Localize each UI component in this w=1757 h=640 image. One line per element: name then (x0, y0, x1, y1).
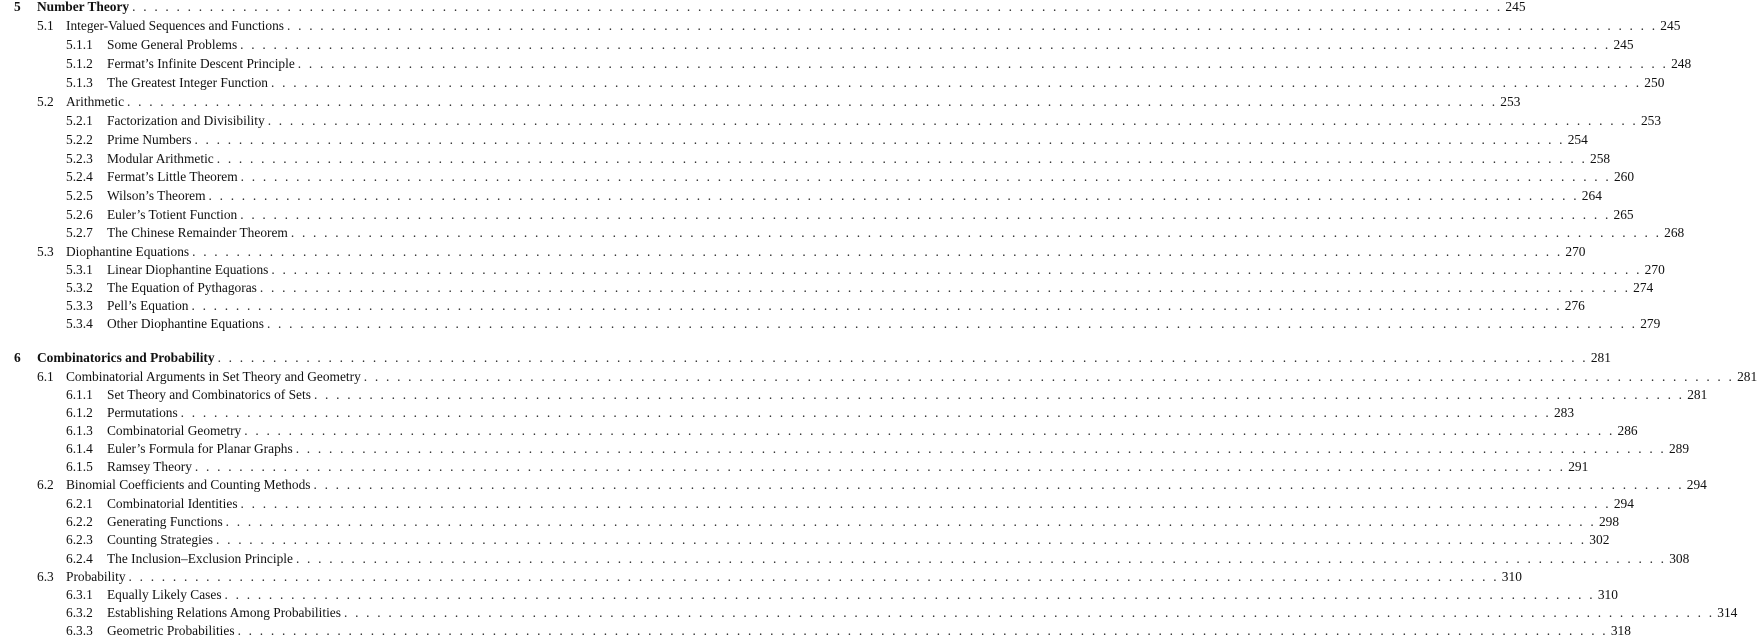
subsection-number: 6.2.4 (66, 551, 93, 566)
toc-section[interactable] (0, 476, 1707, 494)
subsection-title: The Inclusion–Exclusion Principle (107, 551, 293, 566)
subsection-title: Linear Diophantine Equations (107, 262, 269, 277)
subsection-title: Euler’s Totient Function (107, 207, 238, 222)
section-title: Arithmetic (66, 94, 125, 109)
page-number: 298 (1598, 514, 1620, 529)
dot-leader: . . . . . . . . . . . . . . . . . . . . . . . . . . . . . . . . . . . . . . . . . . . . . . . . . . . . . . . . . . . . . . . . . . . . . . . . . . . . . . . . . . . . . . . . . . . . . . . . . . . . . . . . . . . . . . . . . . . . . . . . . . . . (132, 0, 1503, 14)
toc-section[interactable] (0, 243, 1586, 261)
dot-leader: . . . . . . . . . . . . . . . . . . . . . . . . . . . . . . . . . . . . . . . . . . . . . . . . . . . . . . . . . . . . . . . . . . . . . . . . . . . . . . . . . . . . . . . . . . . . . . . . . . . . . . . . . . . . . . . . . . . . . . . . . . . . (266, 316, 1638, 331)
subsection-number: 5.2.2 (66, 132, 93, 147)
page-number: 254 (1567, 132, 1588, 147)
page-number: 260 (1613, 169, 1635, 184)
subsection-number: 5.2.4 (66, 169, 93, 184)
page-number: 314 (1717, 605, 1738, 620)
section-number: 5.2 (37, 94, 54, 109)
subsection-title: Combinatorial Geometry (107, 423, 242, 438)
dot-leader: . . . . . . . . . . . . . . . . . . . . . . . . . . . . . . . . . . . . . . . . . . . . . . . . . . . . . . . . . . . . . . . . . . . . . . . . . . . . . . . . . . . . . . . . . . . . . . . . . . . . . . . . . . . . . . . . . . . . . . . . . . . . (217, 350, 1588, 365)
page-number: 294 (1686, 477, 1707, 492)
page-number: 270 (1644, 262, 1665, 277)
subsection-number: 5.1.3 (66, 75, 93, 90)
subsection-number: 6.2.1 (66, 496, 93, 511)
page-number: 258 (1590, 151, 1611, 166)
dot-leader: . . . . . . . . . . . . . . . . . . . . . . . . . . . . . . . . . . . . . . . . . . . . . . . . . . . . . . . . . . . . . . . . . . . . . . . . . . . . . . . . . . . . . . . . . . . . . . . . . . . . . . . . . . . . . . . . . . . . . . . . . . . . (237, 623, 1608, 638)
subsection-number: 5.1.1 (66, 37, 93, 52)
dot-leader: . . . . . . . . . . . . . . . . . . . . . . . . . . . . . . . . . . . . . . . . . . . . . . . . . . . . . . . . . . . . . . . . . . . . . . . . . . . . . . . . . . . . . . . . . . . . . . . . . . . . . . . . . . . . . . . . . . . . . . . . . . . . (244, 423, 1615, 438)
page-number: 245 (1660, 18, 1681, 33)
subsection-title: The Chinese Remainder Theorem (107, 225, 288, 240)
page-number: 281 (1737, 369, 1757, 384)
page-number: 245 (1505, 0, 1526, 14)
page-number: 281 (1687, 387, 1708, 402)
subsection-title: Fermat’s Infinite Descent Principle (107, 56, 295, 71)
section-title: Integer-Valued Sequences and Functions (66, 18, 285, 33)
toc-subsection[interactable] (0, 112, 1662, 130)
page-number: 268 (1664, 225, 1685, 240)
toc-subsection[interactable] (0, 206, 1634, 224)
dot-leader: . . . . . . . . . . . . . . . . . . . . . . . . . . . . . . . . . . . . . . . . . . . . . . . . . . . . . . . . . . . . . . . . . . . . . . . . . . . . . . . . . . . . . . . . . . . . . . . . . . . . . . . . . . . . . . . . . . . . . . . . . . . . (192, 244, 1563, 259)
subsection-title: Modular Arithmetic (107, 151, 214, 166)
dot-leader: . . . . . . . . . . . . . . . . . . . . . . . . . . . . . . . . . . . . . . . . . . . . . . . . . . . . . . . . . . . . . . . . . . . . . . . . . . . . . . . . . . . . . . . . . . . . . . . . . . . . . . . . . . . . . . . . . . . . . . . . . . . . (224, 587, 1595, 602)
section-number: 6.3 (37, 569, 54, 584)
subsection-number: 5.3.2 (66, 280, 93, 295)
toc-subsection[interactable] (0, 55, 1692, 73)
chapter-title: Combinatorics and Probability (37, 350, 215, 365)
section-title: Probability (66, 569, 126, 584)
dot-leader: . . . . . . . . . . . . . . . . . . . . . . . . . . . . . . . . . . . . . . . . . . . . . . . . . . . . . . . . . . . . . . . . . . . . . . . . . . . . . . . . . . . . . . . . . . . . . . . . . . . . . . . . . . . . . . . . . . . . . . . . . . . . (127, 94, 1498, 109)
toc-subsection[interactable] (0, 261, 1665, 279)
toc-section[interactable] (0, 93, 1521, 111)
toc-subsection[interactable] (0, 150, 1611, 168)
dot-leader: . . . . . . . . . . . . . . . . . . . . . . . . . . . . . . . . . . . . . . . . . . . . . . . . . . . . . . . . . . . . . . . . . . . . . . . . . . . . . . . . . . . . . . . . . . . . . . . . . . . . . . . . . . . . . . . . . . . . . . . . . . . . (216, 151, 1588, 166)
subsection-number: 6.1.2 (66, 405, 93, 420)
page-number: 265 (1613, 207, 1634, 222)
toc-subsection[interactable] (0, 495, 1634, 513)
toc-subsection[interactable] (0, 297, 1585, 315)
dot-leader: . . . . . . . . . . . . . . . . . . . . . . . . . . . . . . . . . . . . . . . . . . . . . . . . . . . . . . . . . . . . . . . . . . . . . . . . . . . . . . . . . . . . . . . . . . . . . . . . . . . . . . . . . . . . . . . . . . . . . . . . . . . . (290, 225, 1662, 240)
subsection-title: Factorization and Divisibility (107, 113, 265, 128)
page-number: 310 (1597, 587, 1618, 602)
subsection-title: Ramsey Theory (107, 459, 192, 474)
toc-chapter[interactable] (0, 349, 1611, 367)
subsection-title: Geometric Probabilities (107, 623, 235, 638)
toc-subsection[interactable] (0, 187, 1602, 205)
subsection-title: Pell’s Equation (107, 298, 189, 313)
toc-subsection[interactable] (0, 404, 1575, 422)
dot-leader: . . . . . . . . . . . . . . . . . . . . . . . . . . . . . . . . . . . . . . . . . . . . . . . . . . . . . . . . . . . . . . . . . . . . . . . . . . . . . . . . . . . . . . . . . . . . . . . . . . . . . . . . . . . . . . . . . . . . . . . . . . . . (271, 75, 1642, 90)
toc-subsection[interactable] (0, 513, 1620, 531)
page-number: 276 (1564, 298, 1585, 313)
subsection-title: Counting Strategies (107, 532, 214, 547)
section-title: Combinatorial Arguments in Set Theory and Geometry (66, 369, 361, 384)
chapter-number: 6 (14, 350, 21, 365)
toc-subsection[interactable] (0, 586, 1618, 604)
subsection-number: 5.3.3 (66, 298, 93, 313)
toc-subsection[interactable] (0, 550, 1690, 568)
page-number: 253 (1640, 113, 1662, 128)
page-number: 274 (1633, 280, 1654, 295)
page-number: 283 (1553, 405, 1575, 420)
page-number: 291 (1568, 459, 1589, 474)
page-number: 302 (1589, 532, 1610, 547)
toc-subsection[interactable] (0, 279, 1654, 297)
page-number: 264 (1581, 188, 1602, 203)
dot-leader: . . . . . . . . . . . . . . . . . . . . . . . . . . . . . . . . . . . . . . . . . . . . . . . . . . . . . . . . . . . . . . . . . . . . . . . . . . . . . . . . . . . . . . . . . . . . . . . . . . . . . . . . . . . . . . . . . . . . . . . . . . . . (259, 280, 1631, 295)
subsection-number: 5.3.1 (66, 262, 93, 277)
subsection-title: Set Theory and Combinatorics of Sets (107, 387, 311, 402)
toc-subsection[interactable] (0, 622, 1631, 640)
page-number: 253 (1500, 94, 1521, 109)
subsection-title: Permutations (107, 405, 178, 420)
section-title: Diophantine Equations (66, 244, 190, 259)
dot-leader: . . . . . . . . . . . . . . . . . . . . . . . . . . . . . . . . . . . . . . . . . . . . . . . . . . . . . . . . . . . . . . . . . . . . . . . . . . . . . . . . . . . . . . . . . . . . . . . . . . . . . . . . . . . . . . . . . . . . . . . . . . . . (295, 441, 1666, 456)
subsection-title: Establishing Relations Among Probabilities (107, 605, 341, 620)
dot-leader: . . . . . . . . . . . . . . . . . . . . . . . . . . . . . . . . . . . . . . . . . . . . . . . . . . . . . . . . . . . . . . . . . . . . . . . . . . . . . . . . . . . . . . . . . . . . . . . . . . . . . . . . . . . . . . . . . . . . . . . . . . . . (271, 262, 1642, 277)
toc-subsection[interactable] (0, 224, 1685, 242)
dot-leader: . . . . . . . . . . . . . . . . . . . . . . . . . . . . . . . . . . . . . . . . . . . . . . . . . . . . . . . . . . . . . . . . . . . . . . . . . . . . . . . . . . . . . . . . . . . . . . . . . . . . . . . . . . . . . . . . . . . . . . . . . . . . (267, 113, 1638, 128)
dot-leader: . . . . . . . . . . . . . . . . . . . . . . . . . . . . . . . . . . . . . . . . . . . . . . . . . . . . . . . . . . . . . . . . . . . . . . . . . . . . . . . . . . . . . . . . . . . . . . . . . . . . . . . . . . . . . . . . . . . . . . . . . . . . (343, 605, 1715, 620)
dot-leader: . . . . . . . . . . . . . . . . . . . . . . . . . . . . . . . . . . . . . . . . . . . . . . . . . . . . . . . . . . . . . . . . . . . . . . . . . . . . . . . . . . . . . . . . . . . . . . . . . . . . . . . . . . . . . . . . . . . . . . . . . . . . (313, 477, 1684, 492)
toc-subsection[interactable] (0, 315, 1661, 333)
toc-subsection[interactable] (0, 168, 1635, 186)
page-number: 294 (1613, 496, 1634, 511)
toc-subsection[interactable] (0, 458, 1589, 476)
toc-subsection[interactable] (0, 604, 1738, 622)
subsection-number: 5.1.2 (66, 56, 93, 71)
page-number: 318 (1610, 623, 1631, 638)
dot-leader: . . . . . . . . . . . . . . . . . . . . . . . . . . . . . . . . . . . . . . . . . . . . . . . . . . . . . . . . . . . . . . . . . . . . . . . . . . . . . . . . . . . . . . . . . . . . . . . . . . . . . . . . . . . . . . . . . . . . . . . . . . . . (208, 188, 1579, 203)
subsection-title: The Greatest Integer Function (107, 75, 269, 90)
subsection-title: Generating Functions (107, 514, 223, 529)
subsection-number: 5.3.4 (66, 316, 93, 331)
dot-leader: . . . . . . . . . . . . . . . . . . . . . . . . . . . . . . . . . . . . . . . . . . . . . . . . . . . . . . . . . . . . . . . . . . . . . . . . . . . . . . . . . . . . . . . . . . . . . . . . . . . . . . . . . . . . . . . . . . . . . . . . . . . . (240, 496, 1611, 511)
toc-subsection[interactable] (0, 386, 1708, 404)
dot-leader: . . . . . . . . . . . . . . . . . . . . . . . . . . . . . . . . . . . . . . . . . . . . . . . . . . . . . . . . . . . . . . . . . . . . . . . . . . . . . . . . . . . . . . . . . . . . . . . . . . . . . . . . . . . . . . . . . . . . . . . . . . . . (216, 532, 1587, 547)
page-number: 279 (1640, 316, 1661, 331)
subsection-number: 5.2.3 (66, 151, 93, 166)
dot-leader: . . . . . . . . . . . . . . . . . . . . . . . . . . . . . . . . . . . . . . . . . . . . . . . . . . . . . . . . . . . . . . . . . . . . . . . . . . . . . . . . . . . . . . . . . . . . . . . . . . . . . . . . . . . . . . . . . . . . . . . . . . . . (240, 37, 1611, 52)
subsection-number: 5.2.6 (66, 207, 93, 222)
dot-leader: . . . . . . . . . . . . . . . . . . . . . . . . . . . . . . . . . . . . . . . . . . . . . . . . . . . . . . . . . . . . . . . . . . . . . . . . . . . . . . . . . . . . . . . . . . . . . . . . . . . . . . . . . . . . . . . . . . . . . . . . . . . . (191, 298, 1562, 313)
subsection-title: Fermat’s Little Theorem (107, 169, 238, 184)
subsection-title: The Equation of Pythagoras (107, 280, 257, 295)
page-number: 245 (1613, 37, 1634, 52)
toc-subsection[interactable] (0, 74, 1665, 92)
page-number: 248 (1671, 56, 1692, 71)
dot-leader: . . . . . . . . . . . . . . . . . . . . . . . . . . . . . . . . . . . . . . . . . . . . . . . . . . . . . . . . . . . . . . . . . . . . . . . . . . . . . . . . . . . . . . . . . . . . . . . . . . . . . . . . . . . . . . . . . . . . . . . . . . . . (363, 369, 1735, 384)
page-number: 250 (1644, 75, 1665, 90)
toc-section[interactable] (0, 17, 1681, 35)
subsection-title: Euler’s Formula for Planar Graphs (107, 441, 293, 456)
subsection-title: Combinatorial Identities (107, 496, 238, 511)
page-number: 289 (1668, 441, 1690, 456)
subsection-number: 6.3.2 (66, 605, 93, 620)
subsection-number: 6.3.3 (66, 623, 93, 638)
toc-subsection[interactable] (0, 131, 1588, 149)
subsection-title: Some General Problems (107, 37, 238, 52)
dot-leader: . . . . . . . . . . . . . . . . . . . . . . . . . . . . . . . . . . . . . . . . . . . . . . . . . . . . . . . . . . . . . . . . . . . . . . . . . . . . . . . . . . . . . . . . . . . . . . . . . . . . . . . . . . . . . . . . . . . . . . . . . . . . (313, 387, 1685, 402)
subsection-number: 6.3.1 (66, 587, 93, 602)
toc-subsection[interactable] (0, 531, 1610, 549)
dot-leader: . . . . . . . . . . . . . . . . . . . . . . . . . . . . . . . . . . . . . . . . . . . . . . . . . . . . . . . . . . . . . . . . . . . . . . . . . . . . . . . . . . . . . . . . . . . . . . . . . . . . . . . . . . . . . . . . . . . . . . . . . . . . (225, 514, 1596, 529)
dot-leader: . . . . . . . . . . . . . . . . . . . . . . . . . . . . . . . . . . . . . . . . . . . . . . . . . . . . . . . . . . . . . . . . . . . . . . . . . . . . . . . . . . . . . . . . . . . . . . . . . . . . . . . . . . . . . . . . . . . . . . . . . . . . (128, 569, 1499, 584)
subsection-title: Other Diophantine Equations (107, 316, 264, 331)
subsection-title: Wilson’s Theorem (107, 188, 206, 203)
page-number: 281 (1590, 350, 1611, 365)
subsection-number: 5.2.5 (66, 188, 93, 203)
page-number: 310 (1501, 569, 1522, 584)
chapter-number: 5 (14, 0, 21, 14)
toc-subsection[interactable] (0, 440, 1690, 458)
toc-subsection[interactable] (0, 36, 1634, 54)
subsection-number: 5.2.7 (66, 225, 93, 240)
subsection-number: 6.1.3 (66, 423, 93, 438)
subsection-title: Prime Numbers (107, 132, 192, 147)
dot-leader: . . . . . . . . . . . . . . . . . . . . . . . . . . . . . . . . . . . . . . . . . . . . . . . . . . . . . . . . . . . . . . . . . . . . . . . . . . . . . . . . . . . . . . . . . . . . . . . . . . . . . . . . . . . . . . . . . . . . . . . . . . . . (297, 56, 1669, 71)
dot-leader: . . . . . . . . . . . . . . . . . . . . . . . . . . . . . . . . . . . . . . . . . . . . . . . . . . . . . . . . . . . . . . . . . . . . . . . . . . . . . . . . . . . . . . . . . . . . . . . . . . . . . . . . . . . . . . . . . . . . . . . . . . . . (194, 132, 1565, 147)
subsection-number: 6.2.2 (66, 514, 93, 529)
toc-section[interactable] (0, 368, 1757, 386)
page-number: 308 (1669, 551, 1690, 566)
section-number: 6.2 (37, 477, 54, 492)
page-number: 270 (1565, 244, 1586, 259)
subsection-number: 6.2.3 (66, 532, 93, 547)
subsection-number: 6.1.5 (66, 459, 93, 474)
dot-leader: . . . . . . . . . . . . . . . . . . . . . . . . . . . . . . . . . . . . . . . . . . . . . . . . . . . . . . . . . . . . . . . . . . . . . . . . . . . . . . . . . . . . . . . . . . . . . . . . . . . . . . . . . . . . . . . . . . . . . . . . . . . . (180, 405, 1551, 420)
section-number: 5.3 (37, 244, 54, 259)
dot-leader: . . . . . . . . . . . . . . . . . . . . . . . . . . . . . . . . . . . . . . . . . . . . . . . . . . . . . . . . . . . . . . . . . . . . . . . . . . . . . . . . . . . . . . . . . . . . . . . . . . . . . . . . . . . . . . . . . . . . . . . . . . . . (240, 207, 1611, 222)
subsection-title: Equally Likely Cases (107, 587, 222, 602)
subsection-number: 6.1.4 (66, 441, 93, 456)
subsection-number: 5.2.1 (66, 113, 93, 128)
section-number: 5.1 (37, 18, 54, 33)
toc-subsection[interactable] (0, 422, 1638, 440)
toc-chapter[interactable] (0, 0, 1526, 16)
dot-leader: . . . . . . . . . . . . . . . . . . . . . . . . . . . . . . . . . . . . . . . . . . . . . . . . . . . . . . . . . . . . . . . . . . . . . . . . . . . . . . . . . . . . . . . . . . . . . . . . . . . . . . . . . . . . . . . . . . . . . . . . . . . . (240, 169, 1611, 184)
subsection-number: 6.1.1 (66, 387, 93, 402)
dot-leader: . . . . . . . . . . . . . . . . . . . . . . . . . . . . . . . . . . . . . . . . . . . . . . . . . . . . . . . . . . . . . . . . . . . . . . . . . . . . . . . . . . . . . . . . . . . . . . . . . . . . . . . . . . . . . . . . . . . . . . . . . . . . (295, 551, 1667, 566)
chapter-title: Number Theory (37, 0, 130, 14)
section-title: Binomial Coefficients and Counting Methods (66, 477, 311, 492)
section-number: 6.1 (37, 369, 54, 384)
dot-leader: . . . . . . . . . . . . . . . . . . . . . . . . . . . . . . . . . . . . . . . . . . . . . . . . . . . . . . . . . . . . . . . . . . . . . . . . . . . . . . . . . . . . . . . . . . . . . . . . . . . . . . . . . . . . . . . . . . . . . . . . . . . . (194, 459, 1566, 474)
page-number: 286 (1617, 423, 1638, 438)
dot-leader: . . . . . . . . . . . . . . . . . . . . . . . . . . . . . . . . . . . . . . . . . . . . . . . . . . . . . . . . . . . . . . . . . . . . . . . . . . . . . . . . . . . . . . . . . . . . . . . . . . . . . . . . . . . . . . . . . . . . . . . . . . . . (287, 18, 1658, 33)
toc-section[interactable] (0, 568, 1522, 586)
